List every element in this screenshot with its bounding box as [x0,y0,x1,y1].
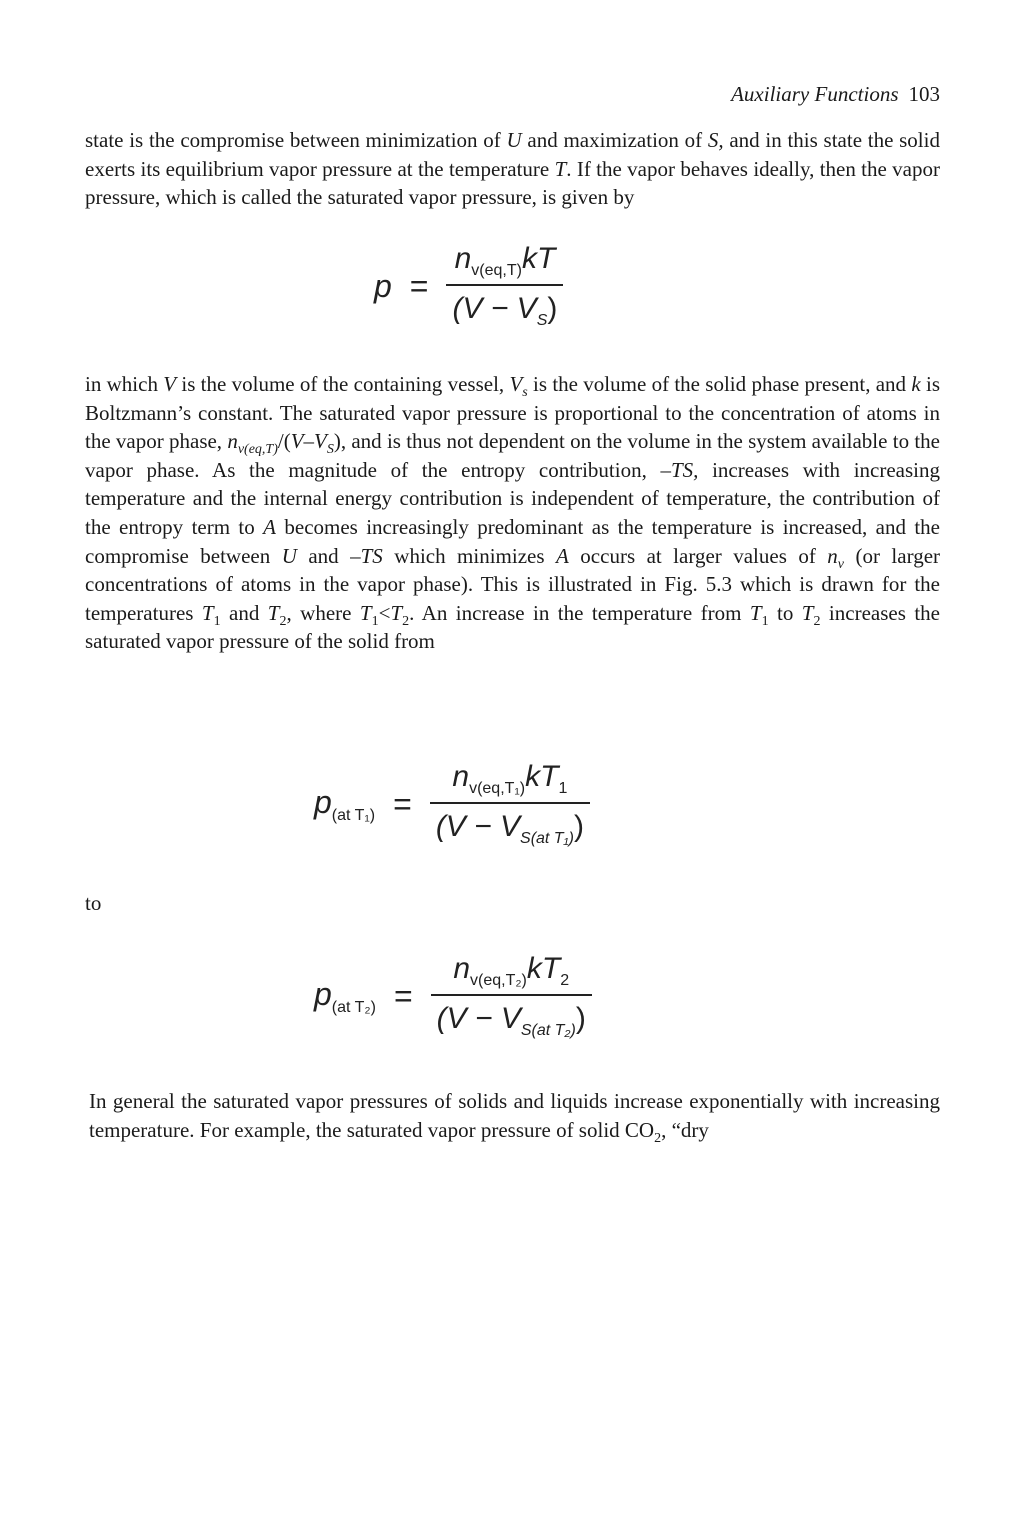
running-title: Auxiliary Functions [731,82,899,106]
paragraph-3: In general the saturated vapor pressures of solids and liquids increase exponentially with increasing temperature. For example, the saturated vapor pressure of solid $CO_2$, “dry [89,1089,940,1146]
equation-saturated-vapor-pressure: p = $\frac{n_{v(eq,T)}kT}{(V - V_S)}$ [374,242,563,330]
paragraph-2: in which V is the volume of the containing vessel, $V_s$ is the volume of the solid phase present, and k is Boltzmann’s constant. The saturated vapor pressure is proportional to the concentration of atoms in the vapor phase, $n_{v(eq,T)}/(V-V_S)$, and is thus not dependent on the volume in the system available to the vapor phase. As the magnitude of the entropy contribution, –TS, increases with increasing temperature and the internal energy contribution is independent of temperature, the contribution of the entropy term to A becomes increasingly predominant as the temperature is increased, and the compromise between U and –TS which minimizes A occurs at larger values of $n_v$ (or larger concentrations of atoms in the vapor phase). This is illustrated in Fig. 5.3 which is drawn for the temperatures $T_1$ and $T_2$, where $T_1<T_2$. An increase in the temperature from $T_1$ to $T_2$ increases the saturated vapor pressure of the solid from [85,372,941,654]
fraction: $\frac{n_{v(eq,T_1)}kT_1}{(V - V_{S(at T_1)})}$ [430,760,590,848]
equation-pressure-at-t1: $p_{(at T_1)}$ = $\frac{n_{v(eq,T_1)}kT_1}{(V - V_{S(at T_1)})}$ [314,760,590,848]
fraction: $\frac{n_{v(eq,T_2)}kT_2}{(V - V_{S(at T_2)})}$ [431,952,592,1040]
paragraph-1: state is the compromise between minimization of U and maximization of S, and in this state the solid exerts its equilibrium vapor pressure at the temperature T. If the vapor behaves ideally, then the vapor pressure, which is called the saturated vapor pressure, is given by [85,128,940,210]
connector-text: to [85,891,102,915]
fraction: $\frac{n_{v(eq,T)}kT}{(V - V_S)}$ [446,242,563,330]
equation-pressure-at-t2: $p_{(at T_2)}$ = $\frac{n_{v(eq,T_2)}kT_2}{(V - V_{S(at T_2)})}$ [314,952,592,1040]
running-head [731,80,940,108]
page-number: 103 [908,82,940,106]
